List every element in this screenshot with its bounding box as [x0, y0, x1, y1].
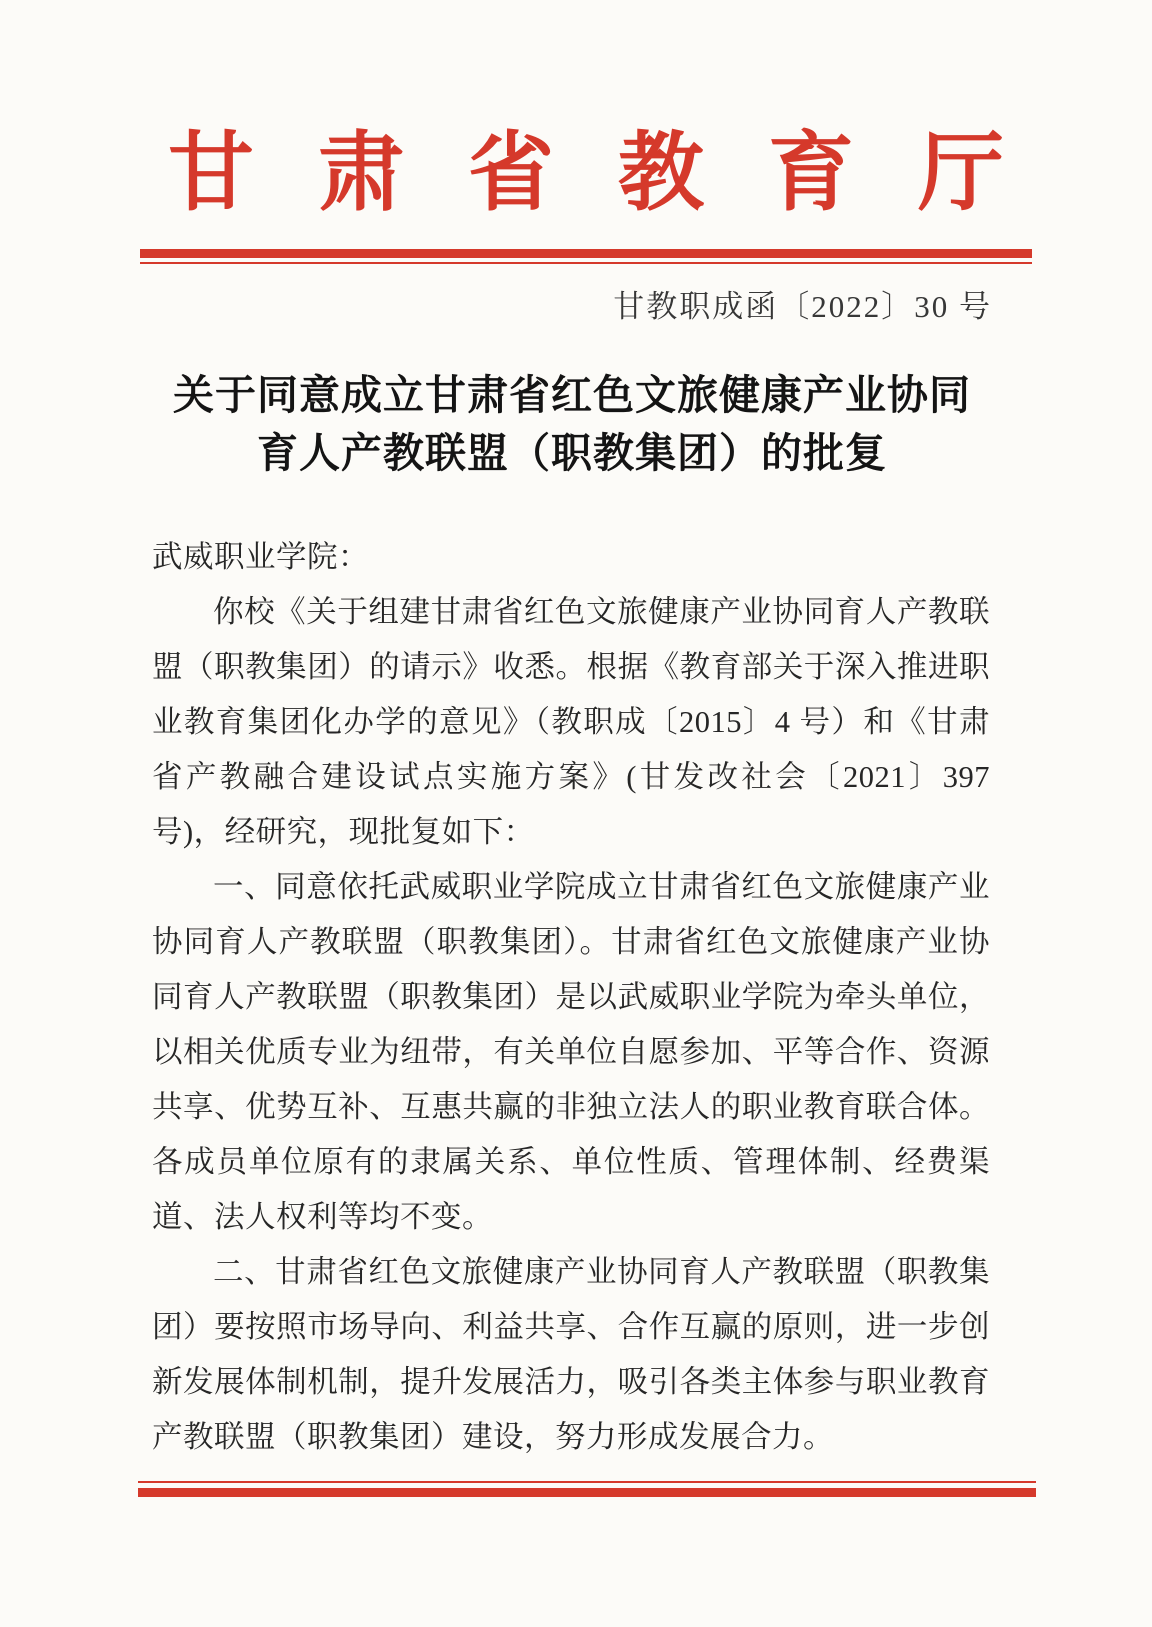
agency-name: 甘 肃 省 教 育 厅	[168, 125, 1004, 221]
paragraph-intro: 你校《关于组建甘肃省红色文旅健康产业协同育人产教联盟（职教集团）的请示》收悉。根据《教育部关于深入推进职业教育集团化办学的意见》（教职成〔2015〕4 号）和《甘肃省产教融合建设试点实施方案》(甘发改社会〔2021〕397 号)，经研究，现批复如下：	[152, 595, 990, 849]
header-divider	[140, 249, 1032, 264]
header-divider-thick-line	[140, 249, 1032, 258]
paragraph-item-1: 一、同意依托武威职业学院成立甘肃省红色文旅健康产业协同育人产教联盟（职教集团）。甘肃省红色文旅健康产业协同育人产教联盟（职教集团）是以武威职业学院为牵头单位，以相关优质专业为纽带，有关单位自愿参加、平等合作、资源共享、优势互补、互惠共赢的非独立法人的职业教育联合体。各成员单位原有的隶属关系、单位性质、管理体制、经费渠道、法人权利等均不变。	[152, 870, 990, 1234]
document-body	[152, 530, 990, 1465]
paragraph-item-2: 二、甘肃省红色文旅健康产业协同育人产教联盟（职教集团）要按照市场导向、利益共享、合作互赢的原则，进一步创新发展体制机制，提升发展活力，吸引各类主体参与职业教育产教联盟（职教集团）建设，努力形成发展合力。	[152, 1255, 990, 1454]
footer-divider-thin-line	[138, 1481, 1036, 1483]
header-divider-thin-line	[140, 262, 1032, 264]
document-number: 甘教职成函〔2022〕30 号	[613, 289, 992, 324]
footer-divider	[138, 1481, 1036, 1497]
salutation: 武威职业学院：	[152, 540, 369, 574]
document-title	[152, 366, 992, 482]
title-line-1: 关于同意成立甘肃省红色文旅健康产业协同	[173, 372, 971, 418]
footer-divider-thick-line	[138, 1488, 1036, 1497]
title-line-2: 育人产教联盟（职教集团）的批复	[257, 430, 887, 476]
